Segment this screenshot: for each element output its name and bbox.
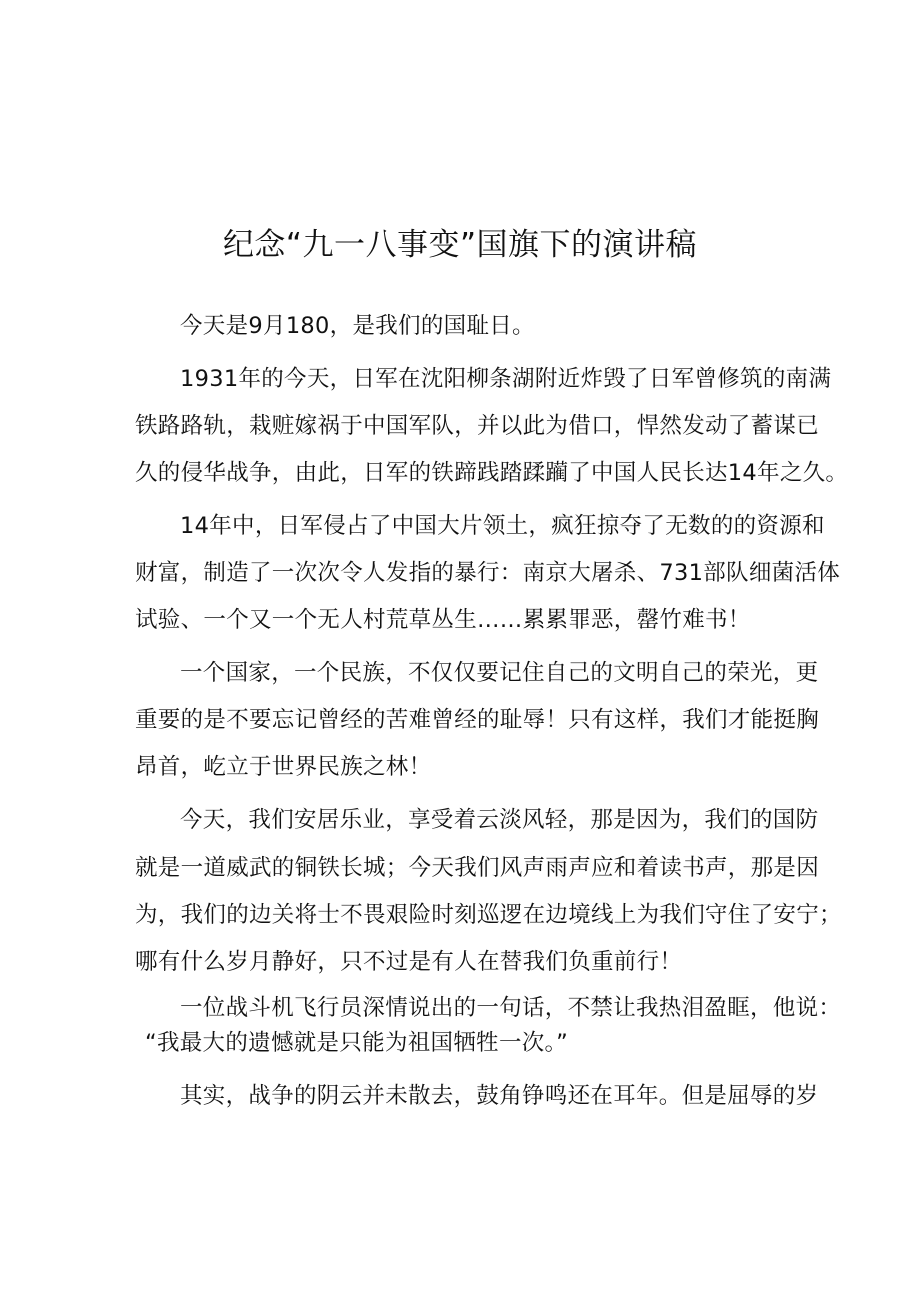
paragraph-line: 重要的是不要忘记曾经的苦难曾经的耻辱！只有这样，我们才能挺胸 [135, 707, 820, 733]
paragraph-line: 久的侵华战争，由此，日军的铁蹄践踏蹂躏了中国人民长达14年之久。 [135, 460, 849, 486]
paragraph-line: 今天是9月180，是我们的国耻日。 [180, 313, 535, 339]
paragraph-line: 试验、一个又一个无人村荒草丛生……累累罪恶，罄竹难书！ [135, 607, 751, 633]
paragraph-line: 其实，战争的阴云并未散去，鼓角铮鸣还在耳年。但是屈辱的岁 [180, 1083, 819, 1109]
paragraph-line: 就是一道威武的铜铁长城；今天我们风声雨声应和着读书声，那是因 [135, 855, 820, 881]
paragraph-line: 1931年的今天，日军在沈阳柳条湖附近炸毁了日军曾修筑的南满 [180, 366, 832, 392]
paragraph-line: 一位战斗机飞行员深情说出的一句话，不禁让我热泪盈眶，他说： [180, 995, 842, 1021]
paragraph-line: 财富，制造了一次次令人发指的暴行：南京大屠杀、731部队细菌活体 [135, 560, 841, 586]
paragraph-line: 昂首，屹立于世界民族之林！ [135, 754, 432, 780]
paragraph-line: 为，我们的边关将士不畏艰险时刻巡逻在边境线上为我们守住了安宁； [135, 902, 842, 928]
paragraph-line: 一个国家，一个民族，不仅仅要记住自己的文明自己的荣光，更 [180, 660, 819, 686]
paragraph-line: 铁路路轨，栽赃嫁祸于中国军队，并以此为借口，悍然发动了蓄谋已 [135, 413, 820, 439]
quote-line: “我最大的遗憾就是只能为祖国牺牲一次。” [145, 1030, 569, 1056]
paragraph-line: 14年中，日军侵占了中国大片领土，疯狂掠夺了无数的的资源和 [180, 513, 825, 539]
document-title: 纪念“九一八事变”国旗下的演讲稿 [222, 227, 698, 263]
paragraph-line: 今天，我们安居乐业，享受着云淡风轻，那是因为，我们的国防 [180, 807, 819, 833]
paragraph-line: 哪有什么岁月静好，只不过是有人在替我们负重前行！ [135, 949, 683, 975]
